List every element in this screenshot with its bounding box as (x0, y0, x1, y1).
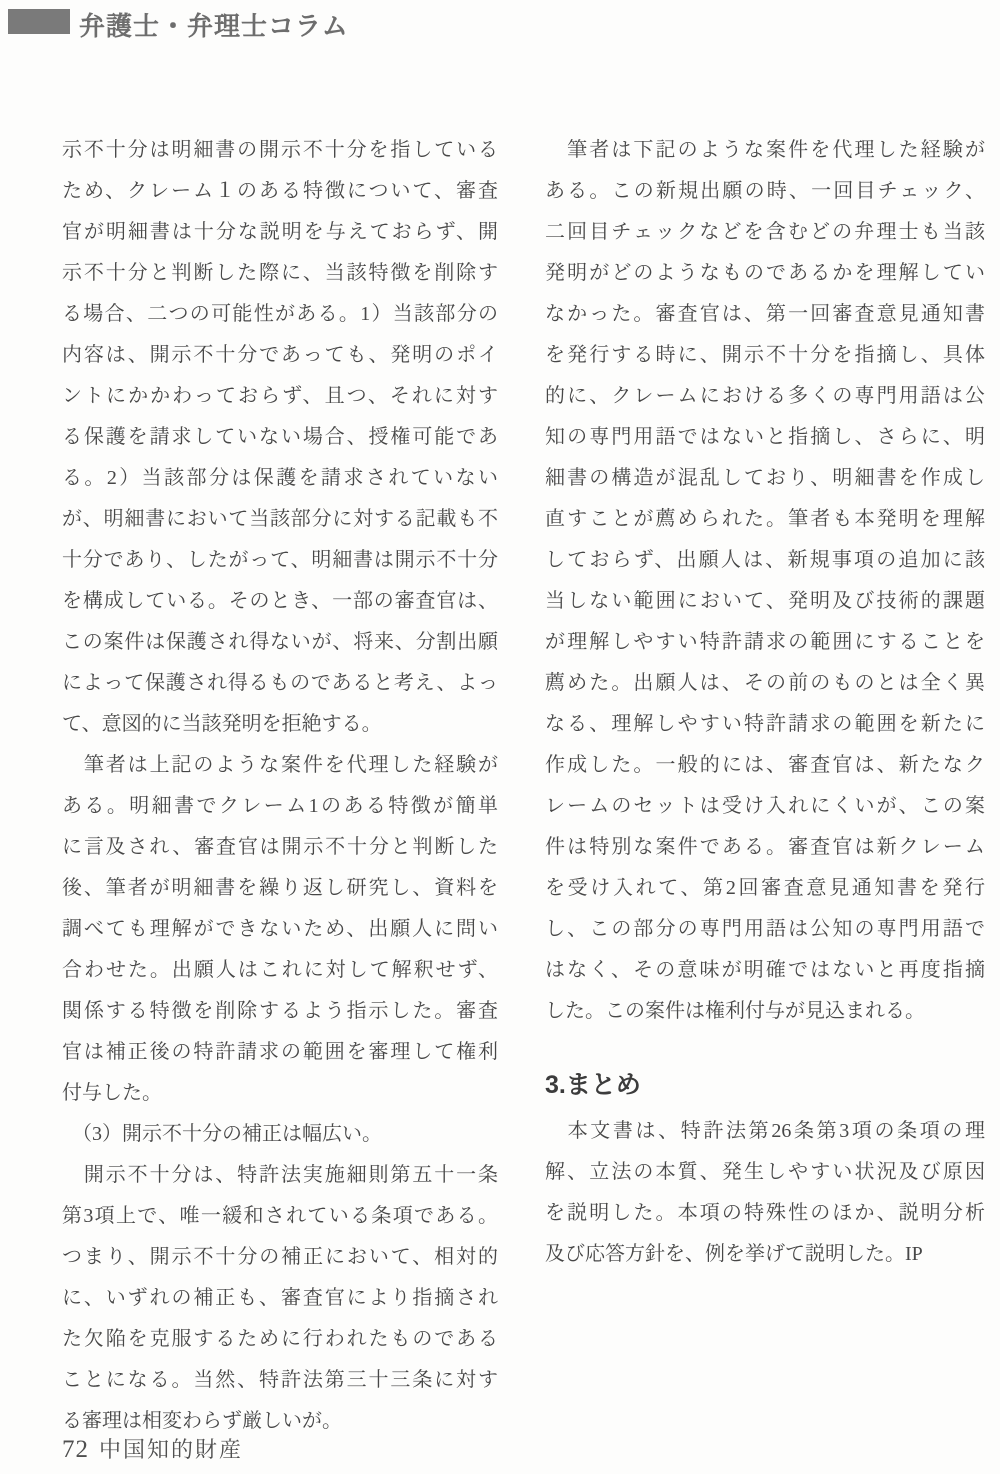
text-line: 筆者は上記のような案件を代理した経験が (62, 754, 498, 776)
text-line: 薦めた。出願人は、その前のものとは全く異 (545, 672, 985, 694)
text-line: 関係する特徴を削除するよう指示した。審査 (62, 1000, 498, 1022)
text-line: 後、筆者が明細書を繰り返し研究し、資料を (62, 877, 498, 899)
text-line: 十分であり、したがって、明細書は開示不十分 (62, 549, 498, 571)
text-line: る審理は相変わらず厳しいが。 (62, 1410, 342, 1432)
text-line: 第3項上で、唯一緩和されている条項である。 (62, 1205, 498, 1227)
text-line: ある。明細書でクレーム1のある特徴が簡単 (62, 795, 498, 817)
text-line: が理解しやすい特許請求の範囲にすることを (545, 631, 985, 653)
text-line: した。この案件は権利付与が見込まれる。 (545, 1000, 925, 1022)
summary-section-heading: 3.まとめ (545, 1071, 641, 1099)
text-line: 件は特別な案件である。審査官は新クレーム (545, 836, 985, 858)
text-line: 当しない範囲において、発明及び技術的課題 (545, 590, 985, 612)
text-line: 発明がどのようなものであるかを理解してい (545, 262, 985, 284)
text-line: 知の専門用語ではないと指摘し、さらに、明 (545, 426, 985, 448)
column-title: 弁護士・弁理士コラム (79, 11, 349, 41)
text-line: なる、理解しやすい特許請求の範囲を新たに (545, 713, 985, 735)
text-line: ントにかかわっておらず、且つ、それに対す (62, 385, 498, 407)
paragraph (62, 745, 498, 1114)
text-line: ある。この新規出願の時、一回目チェック、 (545, 180, 985, 202)
text-line: 合わせた。出願人はこれに対して解釈せず、 (62, 959, 498, 981)
text-line: 示不十分と判断した際に、当該特徴を削除す (62, 262, 498, 284)
left-text-column (62, 130, 498, 1442)
text-line: 解、立法の本質、発生しやすい状況及び原因 (545, 1161, 985, 1183)
text-line: 的に、クレームにおける多くの専門用語は公 (545, 385, 985, 407)
text-line: つまり、開示不十分の補正において、相対的 (62, 1246, 498, 1268)
journal-name: 中国知的財産 (99, 1437, 244, 1462)
text-line: 官は補正後の特許請求の範囲を審理して権利 (62, 1041, 498, 1063)
text-line: を構成している。そのとき、一部の審査官は、 (62, 590, 498, 612)
text-line: を受け入れて、第2回審査意見通知書を発行 (545, 877, 985, 899)
text-line: 付与した。 (62, 1082, 162, 1104)
text-line: に、いずれの補正も、審査官により指摘され (62, 1287, 498, 1309)
text-line: レームのセットは受け入れにくいが、この案 (545, 795, 985, 817)
text-line: によって保護され得るものであると考え、よっ (62, 672, 498, 694)
text-line: しておらず、出願人は、新規事項の追加に該 (545, 549, 985, 571)
text-line: 内容は、開示不十分であっても、発明のポイ (62, 344, 498, 366)
text-line: 官が明細書は十分な説明を与えておらず、開 (62, 221, 498, 243)
text-line: に言及され、審査官は開示不十分と判断した (62, 836, 498, 858)
text-line: し、この部分の専門用語は公知の専門用語で (545, 918, 985, 940)
text-line: が、明細書において当該部分に対する記載も不 (62, 508, 498, 530)
paragraph (545, 130, 985, 1032)
paragraph (62, 1114, 498, 1155)
text-line: て、意図的に当該発明を拒絶する。 (62, 713, 382, 735)
text-line: （3）開示不十分の補正は幅広い。 (62, 1123, 382, 1145)
text-line: 示不十分は明細書の開示不十分を指している (62, 139, 498, 161)
text-line: この案件は保護され得ないが、将来、分割出願 (62, 631, 498, 653)
text-line: る保護を請求していない場合、授権可能であ (62, 426, 498, 448)
text-line: る。2）当該部分は保護を請求されていない (62, 467, 498, 489)
page-number: 72 (62, 1436, 89, 1463)
page-header (0, 0, 1000, 48)
paragraph (545, 1111, 985, 1275)
text-line: 開示不十分は、特許法実施細則第五十一条 (62, 1164, 498, 1186)
text-line: 二回目チェックなどを含むどの弁理士も当該 (545, 221, 985, 243)
text-line: 直すことが薦められた。筆者も本発明を理解 (545, 508, 985, 530)
text-line: る場合、二つの可能性がある。1）当該部分の (62, 303, 498, 325)
text-line: を発行する時に、開示不十分を指摘し、具体 (545, 344, 985, 366)
page-footer (62, 1433, 243, 1464)
text-line: ことになる。当然、特許法第三十三条に対す (62, 1369, 498, 1391)
text-line: た欠陥を克服するために行われたものである (62, 1328, 498, 1350)
text-line: はなく、その意味が明確ではないと再度指摘 (545, 959, 985, 981)
text-line: ため、クレーム１のある特徴について、審査 (62, 180, 498, 202)
text-line: 筆者は下記のような案件を代理した経験が (545, 139, 985, 161)
text-line: 及び応答方針を、例を挙げて説明した。IP (545, 1243, 923, 1265)
text-line: なかった。審査官は、第一回審査意見通知書 (545, 303, 985, 325)
paragraph (62, 1155, 498, 1442)
summary-text (545, 1111, 985, 1275)
text-line: を説明した。本項の特殊性のほか、説明分析 (545, 1202, 985, 1224)
text-line: 作成した。一般的には、審査官は、新たなク (545, 754, 985, 776)
paragraph (62, 130, 498, 745)
text-line: 細書の構造が混乱しており、明細書を作成し (545, 467, 985, 489)
text-line: 調べても理解ができないため、出願人に問い (62, 918, 498, 940)
right-column-case-text (545, 130, 985, 1032)
right-text-column (545, 130, 985, 1275)
text-line: 本文書は、特許法第26条第3項の条項の理 (545, 1120, 985, 1142)
header-accent-bar (8, 9, 70, 34)
